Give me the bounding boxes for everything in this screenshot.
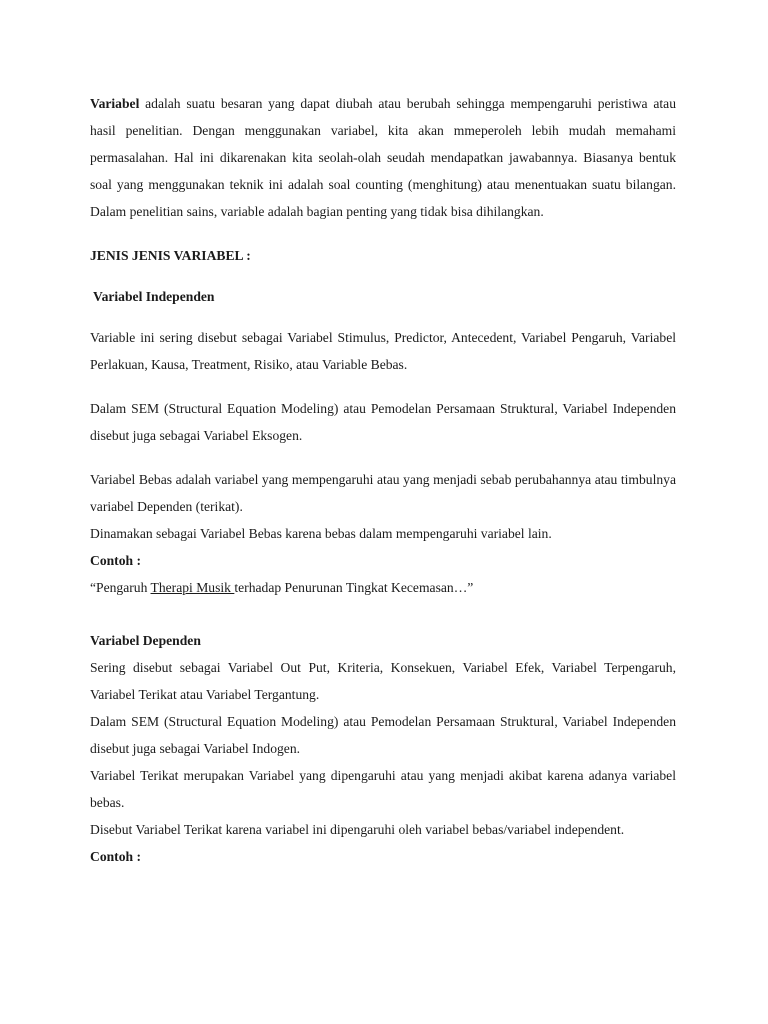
dependen-paragraph-3: Variabel Terikat merupakan Variabel yang dipengaruhi atau yang menjadi akibat karena adanya variabel bebas.: [90, 768, 676, 810]
independen-example: [90, 574, 676, 601]
dependen-contoh-label: Contoh :: [90, 849, 141, 864]
dependen-paragraph-2: Dalam SEM (Structural Equation Modeling) atau Pemodelan Persamaan Struktural, Variabel Independen disebut juga sebagai Variabel Indogen.: [90, 714, 676, 756]
dependen-paragraph-1: Sering disebut sebagai Variabel Out Put, Kriteria, Konsekuen, Variabel Efek, Variabel Terpengaruh, Variabel Terikat atau Variabel Tergantung.: [90, 660, 676, 702]
dependen-heading: Variabel Dependen: [90, 633, 201, 648]
example-underlined: Therapi Musik: [150, 580, 235, 595]
example-open: “Pengaruh: [90, 580, 151, 595]
independen-heading: Variabel Independen: [93, 289, 215, 304]
jenis-heading: JENIS JENIS VARIABEL :: [90, 248, 251, 263]
independen-contoh-label: Contoh :: [90, 553, 141, 568]
document-body: [90, 90, 676, 870]
independen-paragraph-3: Variabel Bebas adalah variabel yang mempengaruhi atau yang menjadi sebab perubahannya atau timbulnya variabel Dependen (terikat).: [90, 472, 676, 514]
intro-paragraph: [90, 90, 676, 225]
example-close: terhadap Penurunan Tingkat Kecemasan…”: [234, 580, 474, 595]
independen-paragraph-1: Variable ini sering disebut sebagai Variabel Stimulus, Predictor, Antecedent, Variabel Pengaruh, Variabel Perlakuan, Kausa, Treatment, Risiko, atau Variable Bebas.: [90, 330, 676, 372]
independen-paragraph-4: Dinamakan sebagai Variabel Bebas karena bebas dalam mempengaruhi variabel lain.: [90, 526, 552, 541]
dependen-paragraph-4: Disebut Variabel Terikat karena variabel ini dipengaruhi oleh variabel bebas/variabel independent.: [90, 822, 625, 837]
independen-paragraph-2: Dalam SEM (Structural Equation Modeling) atau Pemodelan Persamaan Struktural, Variabel Independen disebut juga sebagai Variabel Eksogen.: [90, 401, 676, 443]
intro-text: adalah suatu besaran yang dapat diubah atau berubah sehingga mempengaruhi peristiwa atau hasil penelitian. Dengan menggunakan variabel, kita akan mmeperoleh lebih mudah memahami permasalahan. Hal ini dikarenakan kita seolah-olah seudah mendapatkan jawabannya. Biasanya bentuk soal yang menggunakan teknik ini adalah soal counting (menghitung) atau menentuakan suatu bilangan. Dalam penelitian sains, variable adalah bagian penting yang tidak bisa dihilangkan.: [90, 96, 676, 219]
intro-term: Variabel: [90, 96, 140, 111]
